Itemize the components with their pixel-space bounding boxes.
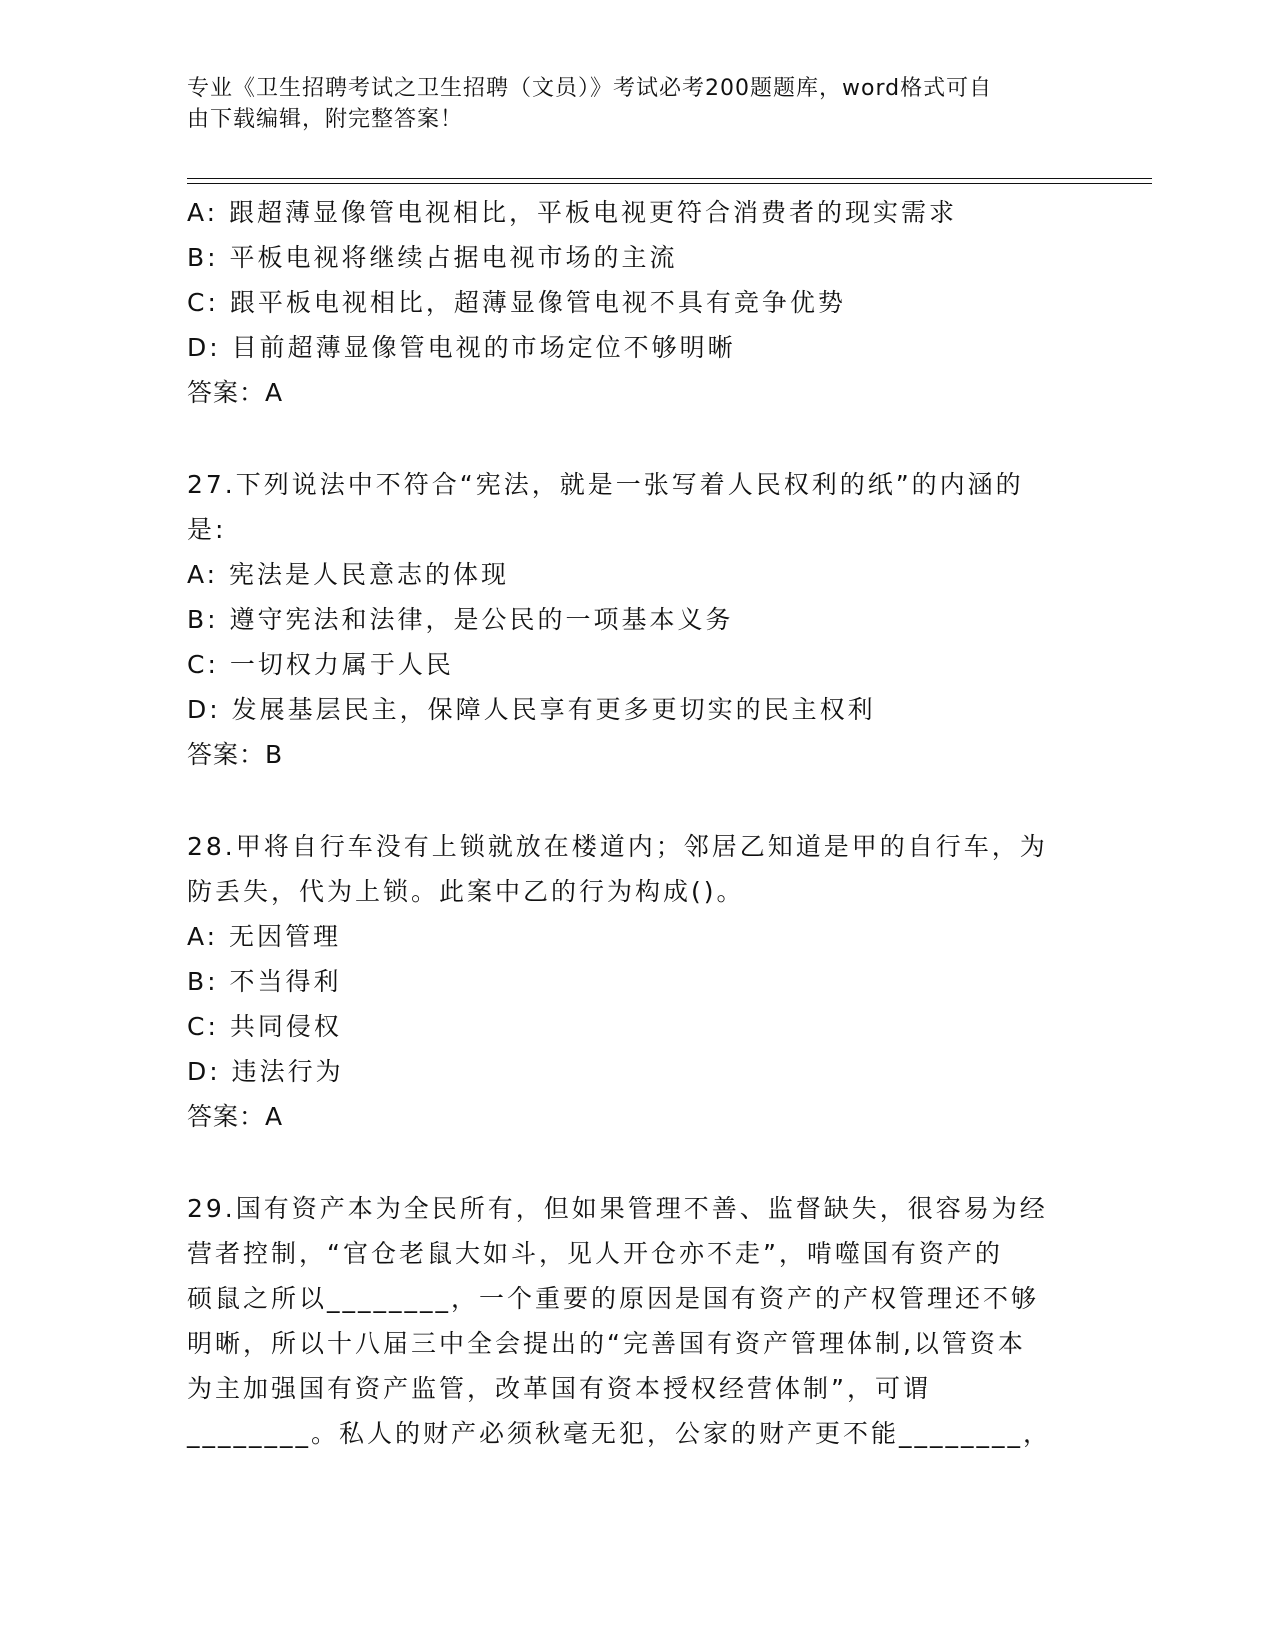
stem-line: 27.下列说法中不符合“宪法，就是一张写着人民权利的纸”的内涵的: [187, 470, 1024, 499]
question-stem: [187, 462, 1087, 552]
option-d: D: 目前超薄显像管电视的市场定位不够明晰: [187, 333, 736, 362]
option-c: C: 共同侵权: [187, 1012, 342, 1041]
option-c: C: 跟平板电视相比，超薄显像管电视不具有竞争优势: [187, 288, 846, 317]
document-header: [187, 73, 1087, 135]
question-stem: [187, 824, 1087, 914]
stem-line: 为主加强国有资产监管，改革国有资本授权经营体制”，可谓: [187, 1374, 931, 1403]
stem-line: 营者控制，“官仓老鼠大如斗，见人开仓亦不走”，啃噬国有资产的: [187, 1239, 1003, 1268]
stem-line: 明晰，所以十八届三中全会提出的“完善国有资产管理体制,以管资本: [187, 1329, 1026, 1358]
question-stem: [187, 1186, 1087, 1456]
option-a: A: 宪法是人民意志的体现: [187, 560, 510, 589]
question-29: [187, 1186, 1087, 1456]
option-a: A: 无因管理: [187, 922, 342, 951]
stem-line: 28.甲将自行车没有上锁就放在楼道内；邻居乙知道是甲的自行车，为: [187, 832, 1048, 861]
question-28: [187, 824, 1087, 1139]
option-d: D: 违法行为: [187, 1057, 344, 1086]
answer-line: 答案：A: [187, 1102, 284, 1131]
option-d: D: 发展基层民主，保障人民享有更多更切实的民主权利: [187, 695, 876, 724]
option-c: C: 一切权力属于人民: [187, 650, 454, 679]
answer-line: 答案：A: [187, 378, 284, 407]
header-divider-top: [187, 178, 1152, 179]
header-divider-bottom: [187, 183, 1152, 184]
stem-line: 防丢失，代为上锁。此案中乙的行为构成()。: [187, 877, 745, 906]
option-b: B: 不当得利: [187, 967, 342, 996]
stem-line: 是:: [187, 515, 227, 544]
option-b: B: 遵守宪法和法律，是公民的一项基本义务: [187, 605, 734, 634]
question-26: [187, 190, 1087, 415]
stem-line: 29.国有资产本为全民所有，但如果管理不善、监督缺失，很容易为经: [187, 1194, 1048, 1223]
option-b: B: 平板电视将继续占据电视市场的主流: [187, 243, 678, 272]
answer-line: 答案：B: [187, 740, 284, 769]
header-line-2: 由下载编辑，附完整答案！: [187, 107, 464, 132]
stem-line: 硕鼠之所以________，一个重要的原因是国有资产的产权管理还不够: [187, 1284, 1040, 1313]
spacer: [187, 777, 1087, 824]
option-a: A: 跟超薄显像管电视相比，平板电视更符合消费者的现实需求: [187, 198, 958, 227]
question-27: [187, 462, 1087, 777]
header-line-1: 专业《卫生招聘考试之卫生招聘（文员）》考试必考200题题库，word格式可自: [187, 76, 993, 101]
spacer: [187, 1139, 1087, 1186]
stem-line: ________。私人的财产必须秋毫无犯，公家的财产更不能________，: [187, 1419, 1052, 1448]
question-list: [187, 190, 1087, 1456]
spacer: [187, 415, 1087, 462]
